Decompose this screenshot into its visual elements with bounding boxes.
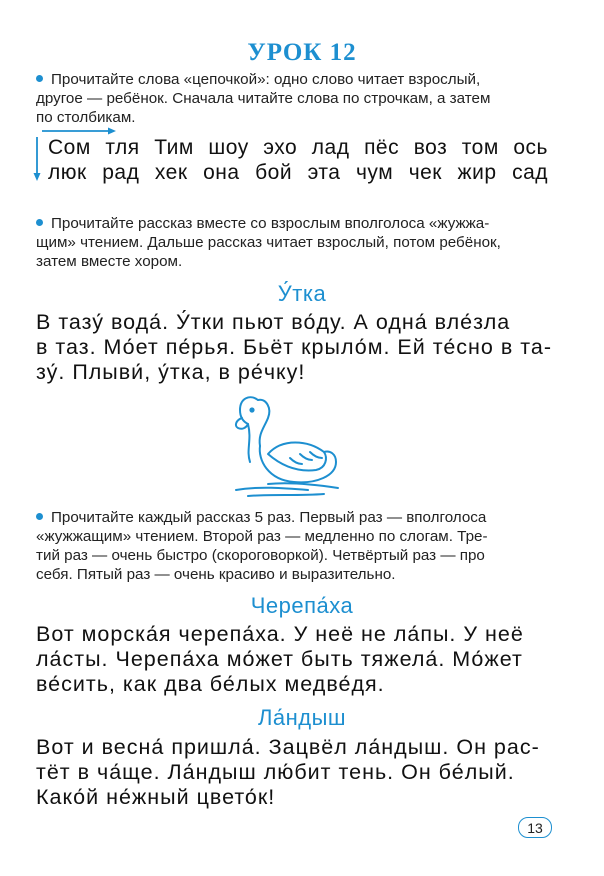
word: эхо xyxy=(263,136,298,159)
word: шоу xyxy=(208,136,249,159)
word: хек xyxy=(154,161,188,184)
instruction-line: по столбикам. xyxy=(36,109,136,126)
instruction-line: Прочитайте слова «цепочкой»: одно слово читает взрослый, xyxy=(36,70,568,89)
story-line: В тазу́ вода́. У́тки пьют во́ду. А одна́ вле́зла xyxy=(36,310,511,334)
word: Сом xyxy=(48,136,91,159)
word: лад xyxy=(311,136,350,159)
instruction-line: щим» чтением. Дальше рассказ читает взрослый, потом ребёнок, xyxy=(36,234,501,251)
word: том xyxy=(461,136,499,159)
instruction-line: себя. Пятый раз — очень красиво и выразительно. xyxy=(36,566,396,583)
word: люк xyxy=(48,161,87,184)
instruction-line: Прочитайте каждый рассказ 5 раз. Первый раз — вполголоса xyxy=(36,508,568,527)
word: рад xyxy=(102,161,140,184)
word: чум xyxy=(355,161,394,184)
story-line: ве́сить, как два бе́лых медве́дя. xyxy=(36,672,385,696)
story-line: Како́й не́жный цвето́к! xyxy=(36,785,276,809)
instruction-line: тий раз — очень быстро (скороговоркой). Четвёртый раз — про xyxy=(36,547,485,564)
down-arrow-icon xyxy=(34,137,41,181)
right-arrow-icon xyxy=(42,128,116,135)
story-line: в таз. Мо́ет пе́рья. Бьёт крыло́м. Ей те́сно в та- xyxy=(36,335,552,359)
instruction-line: «жужжащим» чтением. Второй раз — медленно по слогам. Тре- xyxy=(36,528,488,545)
bullet-dot-icon xyxy=(36,75,43,82)
word: чек xyxy=(408,161,442,184)
word-row-2 xyxy=(48,161,548,185)
word: Тим xyxy=(154,136,194,159)
word: эта xyxy=(307,161,341,184)
instruction-3 xyxy=(36,508,568,584)
word: ось xyxy=(513,136,548,159)
word: тля xyxy=(105,136,140,159)
bullet-dot-icon xyxy=(36,513,43,520)
word: она xyxy=(203,161,240,184)
story-title-turtle: Черепа́ха xyxy=(250,593,354,618)
instruction-2 xyxy=(36,214,568,271)
story-title-duck: У́тка xyxy=(277,281,327,306)
instruction-line: другое — ребёнок. Сначала читайте слова по строчкам, а затем xyxy=(36,90,491,107)
story-title-lily: Ла́ндыш xyxy=(257,705,347,730)
page-number: 13 xyxy=(518,817,552,838)
word-row-1 xyxy=(48,136,548,160)
bullet-dot-icon xyxy=(36,219,43,226)
story-line: ла́сты. Черепа́ха мо́жет быть тяжела́. Мо́жет xyxy=(36,647,523,671)
instruction-line: Прочитайте рассказ вместе со взрослым вполголоса «жужжа- xyxy=(36,214,568,233)
word: сад xyxy=(512,161,548,184)
word: пёс xyxy=(364,136,400,159)
instruction-line: затем вместе хором. xyxy=(36,253,183,270)
word: воз xyxy=(413,136,448,159)
word: жир xyxy=(457,161,497,184)
lesson-title: УРОК 12 xyxy=(247,39,357,66)
story-line: Вот морска́я черепа́ха. У неё не ла́пы. У неё xyxy=(36,622,524,646)
story-line: зу́. Плыви́, у́тка, в ре́чку! xyxy=(36,360,306,384)
word: бой xyxy=(255,161,293,184)
story-line: тёт в ча́ще. Ла́ндыш лю́бит тень. Он бе́лый. xyxy=(36,760,515,784)
story-line: Вот и весна́ пришла́. Зацвёл ла́ндыш. Он рас- xyxy=(36,735,540,759)
duck-illustration xyxy=(228,388,352,504)
instruction-1 xyxy=(36,70,568,127)
